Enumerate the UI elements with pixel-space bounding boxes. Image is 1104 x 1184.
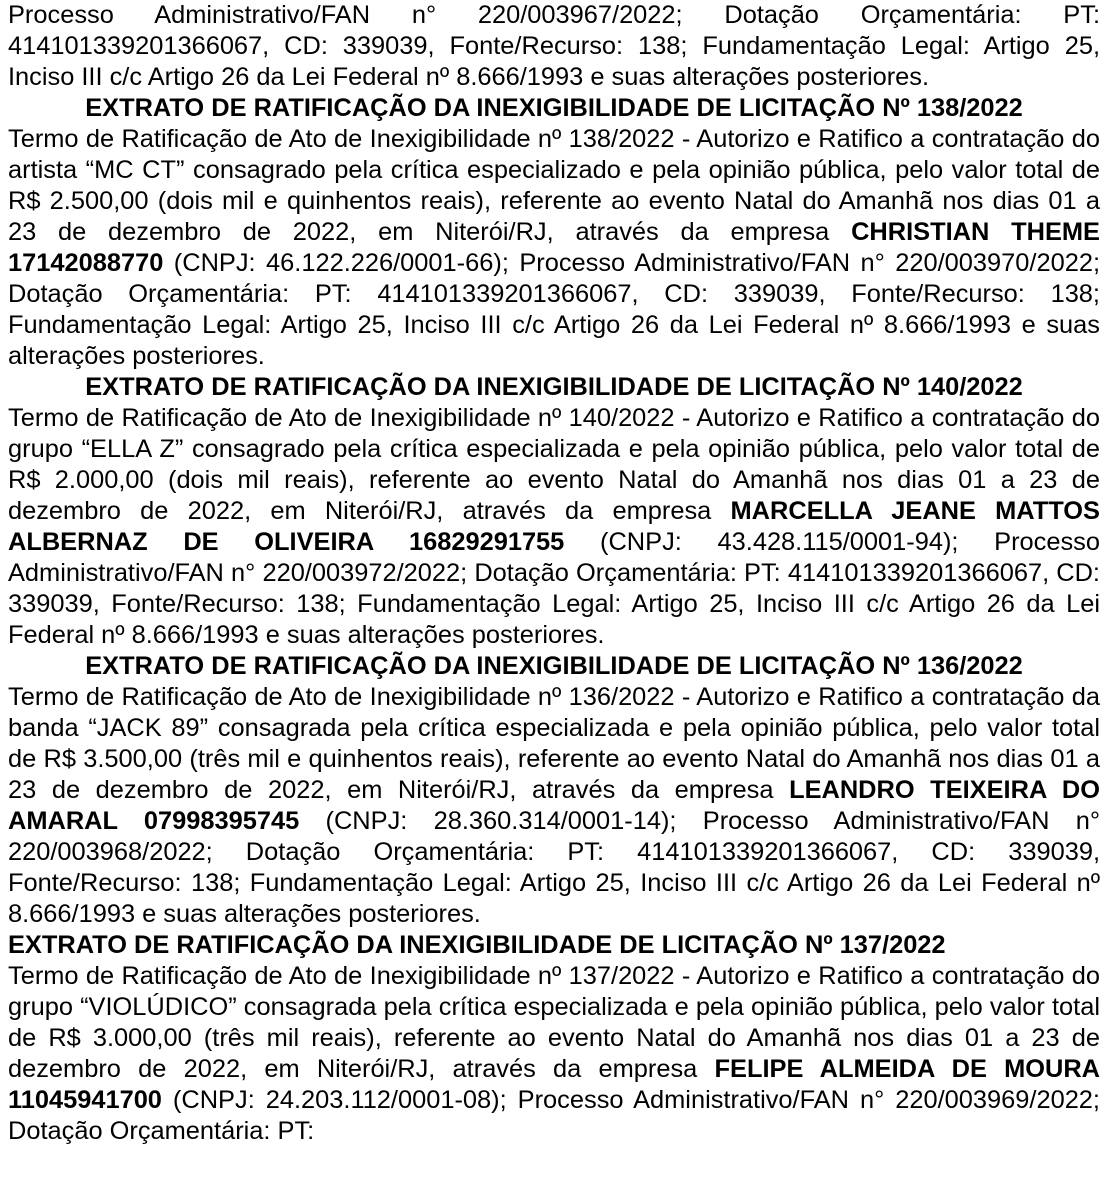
paragraph-text: (CNPJ: 24.203.112/0001-08); Processo Administrativo/FAN n° 220/003969/2022; Dotação Orçamentária: PT: <box>8 1086 1100 1145</box>
company-name: FELIPE ALMEIDA DE MOURA 11045941700 <box>8 1055 1101 1114</box>
paragraph-text: (CNPJ: 43.428.115/0001-94); Processo Administrativo/FAN n° 220/003972/2022; Dotação Orçamentária: PT: 414101339201366067, CD: 339039, Fonte/Recurso: 138; Fundamentação Legal: Artigo 25, Inciso III c/c Artigo 26 da Lei Federal nº 8.666/1993 e suas alterações posteriores. <box>8 528 1100 649</box>
paragraph-termo-137 <box>8 961 1100 1147</box>
paragraph-text: Termo de Ratificação de Ato de Inexigibilidade nº 136/2022 - Autorizo e Ratifico a contratação da banda “JACK 89” consagrada pela crítica especializada e pela opinião pública, pelo valor total de R$ 3.500,00 (três mil e quinhentos reais), referente ao evento Natal do Amanhã nos dias 01 a 23 de dezembro de 2022, em Niterói/RJ, através da empresa <box>8 683 1100 804</box>
company-name: CHRISTIAN THEME 17142088770 <box>8 218 1100 277</box>
paragraph-processo-220-003967 <box>8 0 1100 93</box>
paragraph-text: Processo Administrativo/FAN n° 220/003967/2022; Dotação Orçamentária: PT: 414101339201366067, CD: 339039, Fonte/Recurso: 138; Fundamentação Legal: Artigo 25, Inciso III c/c Artigo 26 da Lei Federal nº 8.666/1993 e suas alterações posteriores. <box>8 1 1100 91</box>
paragraph-text: Termo de Ratificação de Ato de Inexigibilidade nº 138/2022 - Autorizo e Ratifico a contratação do artista “MC CT” consagrado pela crítica especializado e pela opinião pública, pelo valor total de R$ 2.500,00 (dois mil e quinhentos reais), referente ao evento Natal do Amanhã nos dias 01 a 23 de dezembro de 2022, em Niterói/RJ, através da empresa <box>8 125 1100 246</box>
paragraph-termo-136 <box>8 682 1100 930</box>
paragraph-text: Termo de Ratificação de Ato de Inexigibilidade nº 137/2022 - Autorizo e Ratifico a contratação do grupo “VIOLÚDICO” consagrada pela crítica especializada e pela opinião pública, pelo valor total de R$ 3.000,00 (três mil reais), referente ao evento Natal do Amanhã nos dias 01 a 23 de dezembro de 2022, em Niterói/RJ, através da empresa <box>8 962 1100 1083</box>
heading-extrato-137: EXTRATO DE RATIFICAÇÃO DA INEXIGIBILIDADE DE LICITAÇÃO Nº 137/2022 <box>8 931 946 959</box>
company-name: LEANDRO TEIXEIRA DO AMARAL 07998395745 <box>8 776 1101 835</box>
heading-extrato-138: EXTRATO DE RATIFICAÇÃO DA INEXIGIBILIDADE DE LICITAÇÃO Nº 138/2022 <box>85 94 1023 122</box>
heading-extrato-140: EXTRATO DE RATIFICAÇÃO DA INEXIGIBILIDADE DE LICITAÇÃO Nº 140/2022 <box>85 373 1023 401</box>
company-name: MARCELLA JEANE MATTOS ALBERNAZ DE OLIVEIRA 16829291755 <box>8 497 1100 556</box>
document-page <box>8 0 1100 1147</box>
paragraph-text: (CNPJ: 28.360.314/0001-14); Processo Administrativo/FAN n° 220/003968/2022; Dotação Orçamentária: PT: 414101339201366067, CD: 339039, Fonte/Recurso: 138; Fundamentação Legal: Artigo 25, Inciso III c/c Artigo 26 da Lei Federal nº 8.666/1993 e suas alterações posteriores. <box>8 807 1100 928</box>
paragraph-text: Termo de Ratificação de Ato de Inexigibilidade nº 140/2022 - Autorizo e Ratifico a contratação do grupo “ELLA Z” consagrado pela crítica especializada e pela opinião pública, pelo valor total de R$ 2.000,00 (dois mil reais), referente ao evento Natal do Amanhã nos dias 01 a 23 de dezembro de 2022, em Niterói/RJ, através da empresa <box>8 404 1100 525</box>
heading-extrato-136: EXTRATO DE RATIFICAÇÃO DA INEXIGIBILIDADE DE LICITAÇÃO Nº 136/2022 <box>85 652 1023 680</box>
paragraph-text: (CNPJ: 46.122.226/0001-66); Processo Administrativo/FAN n° 220/003970/2022; Dotação Orçamentária: PT: 414101339201366067, CD: 339039, Fonte/Recurso: 138; Fundamentação Legal: Artigo 25, Inciso III c/c Artigo 26 da Lei Federal nº 8.666/1993 e suas alterações posteriores. <box>8 249 1100 370</box>
paragraph-termo-140 <box>8 403 1100 651</box>
paragraph-termo-138 <box>8 124 1100 372</box>
